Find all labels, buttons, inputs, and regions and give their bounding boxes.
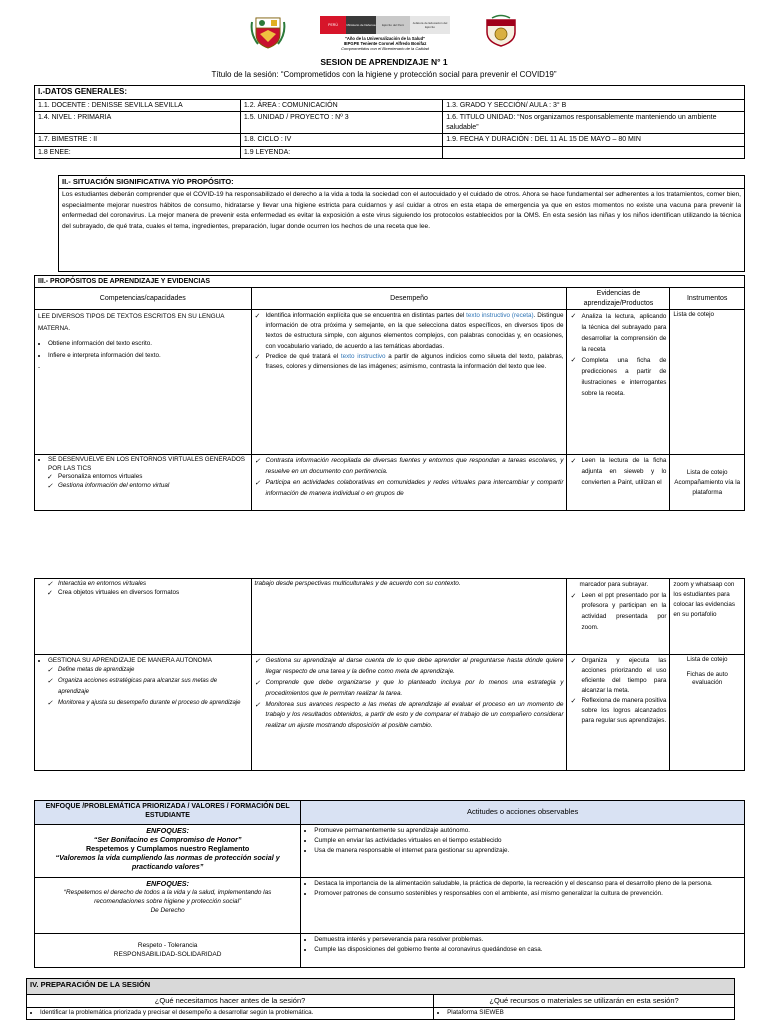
actitud-item: • Destaca la importancia de la alimentación saludable, la práctica de deporte, la recreación y el descanso para el desarrollo pleno de la persona. [314,879,741,889]
desempeno-tics [251,455,567,511]
capacidad-item: ✓ Define metas de aprendizaje [56,665,248,676]
actitud-item: • Promueve permanentemente su aprendizaje autónomo. [314,826,741,836]
texto-instructivo-link: texto instructivo (receta) [466,312,534,320]
motto-line: Comprometidos con el Bicentenario de la Calidad [341,46,429,51]
actitudes-block [301,878,745,934]
empty-cell [443,146,745,158]
propositos-table [34,275,745,511]
capacidad-item: ✓ Personaliza entornos virtuales [56,473,248,482]
situacion-table [58,175,745,272]
titulo-unidad-cell: 1.6. TITULO UNIDAD: “Nos organizamos responsablemente manteniendo un ambiente saludable” [443,112,745,134]
enfoque-block [35,825,301,878]
desempeno-item: ✓ Participa en actividades colaborativas en comunidades y redes virtuales para intercambiar y compartir información de manera individual o en grupos de [264,478,564,500]
capacidad-item: ✓ Interactúa en entornos virtuales [56,580,248,589]
propositos-section [34,275,745,511]
school-crest-logo [484,14,518,48]
evidencias-lee [567,310,670,455]
evidencia-item: ✓ Reflexiona de manera positiva sobre los logros alcanzados para regular sus aprendizajes. [579,696,666,726]
banner-jefatura: Jefatura de Educación del Ejército [410,16,450,34]
instrumento-tics-cont: zoom y whatsaap con los estudiantes para colocar las evidencias en su portafolio [670,579,745,655]
instrumento-tics: Lista de cotejo Acompañamiento vía la plataforma [670,455,745,511]
desempeno-item: ✓ Identifica información explícita que se encuentra en distintas partes del texto instructivo (receta). Distingue información de otra próxima y semejante, en la que selecciona datos específicos, en diversos tipos de textos de estructura simple, con algunos elementos complejos, con palabras conocidas y, en ocasiones, con vocabulario variado, de acuerdo a las temáticas abordadas. [264,311,564,351]
instrumento-lista: Lista de cotejo [686,656,728,663]
enfoque-line: “Ser Bonifacino es Compromiso de Honor” [93,835,242,844]
col-desempeno: Desempeño [251,288,567,310]
datos-generales-table [34,85,745,159]
actitud-item: • Usa de manera responsable el internet para gestionar su aprendizaje. [314,846,741,856]
enfoques-section [34,800,745,968]
actitud-item: • Demuestra interés y perseverancia para resolver problemas. [314,935,741,945]
capacidad-item: ✓ Gestiona información del entorno virtual [56,482,248,491]
propositos-table-cont [34,578,745,771]
enfoque-line: Respetemos y Cumplamos nuestro Reglamento [85,844,250,853]
desempeno-item: ✓ Contrasta información recopilada de diversas fuentes y entornos que respondan a tareas escolares, y resuelve en un documento con pertinencia. [264,456,564,478]
evidencia-item: ✓ Organiza y ejecuta las acciones priorizando el uso eficiente del tiempo para alcanzar la meta. [579,656,666,696]
instrumento-fichas: Fichas de auto evaluación [686,670,728,686]
capacidad-item: ✓ Crea objetos virtuales en diversos formatos [56,589,248,598]
enfoque-heading: ENFOQUES: [146,879,189,888]
fecha-cell: 1.9. FECHA Y DURACIÓN : DEL 11 AL 15 DE MAYO – 80 MIN [443,134,745,146]
datos-generales-title: I.-DATOS GENERALES: [35,86,745,100]
session-subtitle: Título de la sesión: “Comprometidos con la higiene y protección social para prevenir el COVID19” [211,70,557,79]
actitud-item: • Cumple en enviar las actividades virtuales en el tiempo establecido [314,836,741,846]
capacidad-item: • Infiere e interpreta información del texto. [48,350,248,362]
situacion-title: II.- SITUACIÓN SIGNIFICATIVA Y/O PROPÓSITO: [59,176,745,189]
desempeno-tics-cont: trabajo desde perspectivas multiculturales y de acuerdo con su contexto. [251,579,567,655]
preparacion-table [26,978,735,1020]
valores-line: Respeto - Tolerancia [137,941,198,949]
datos-generales-section [34,85,745,159]
propositos-continuation [34,578,745,771]
dash-mark: - [38,364,41,372]
col-instrumentos: Instrumentos [670,288,745,310]
enfoques-col-right: Actitudes o acciones observables [301,801,745,825]
competencia-tics-title: • SE DESENVUELVE EN LOS ENTORNOS VIRTUALES GENERADOS POR LAS TICS [48,456,248,473]
evidencia-cont: marcador para subrayar. [579,581,649,588]
school-line: IEPGPE Teniente Coronel Alfredo Bonifaz [343,41,427,46]
preparacion-title: IV. PREPARACIÓN DE LA SESIÓN [27,979,735,995]
leyenda-cell: 1.9 LEYENDA: [240,146,442,158]
enfoque-line: De Derecho [150,907,185,915]
capacidad-item: • Obtiene información del texto escrito. [48,338,248,350]
enfoque-block [35,934,301,968]
actitudes-block [301,825,745,878]
enfoques-table [34,800,745,968]
header [0,0,768,90]
ministry-banner [320,16,450,34]
desempeno-lee [251,310,567,455]
session-title: SESION DE APRENDIZAJE N° 1 [320,57,448,67]
bimestre-cell: 1.7. BIMESTRE : II [35,134,241,146]
peru-coat-of-arms-logo [250,14,286,50]
enfoque-line: “Valoremos la vida cumpliendo las normas de protección social y practicando valores” [55,853,280,871]
capacidad-item: ✓ Organiza acciones estratégicas para alcanzar sus metas de aprendizaje [56,676,248,698]
competencia-tics [35,455,252,511]
nivel-cell: 1.4. NIVEL : PRIMARIA [35,112,241,134]
banner-ministerio: Ministerio de Defensa [346,16,376,34]
valores-line: RESPONSABILIDAD-SOLIDARIDAD [113,950,222,958]
evidencia-item: ✓ Completa una ficha de predicciones a partir de ilustraciones e interrogantes sobre la receta. [579,355,666,399]
enfoque-heading: ENFOQUES: [146,826,189,835]
preparacion-col-right: ¿Qué recursos o materiales se utilizarán en esta sesión? [434,995,735,1008]
competencia-gestiona-title: • GESTIONA SU APRENDIZAJE DE MANERA AUTONOMA [48,656,248,665]
preparacion-section [26,978,735,1020]
docente-cell: 1.1. DOCENTE : DENISSE SEVILLA SEVILLA [35,99,241,111]
evidencia-item: ✓ Leen el ppt presentado por la profesora y participan en la actividad presentada por zoom. [579,591,666,634]
actitud-item: • Cumple las disposiciones del gobierno frente al coronavirus quedándose en casa. [314,945,741,955]
evidencia-item: ✓ Analiza la lectura, aplicando la técnica del subrayado para desarrollar la comprensión de la receta [579,311,666,355]
situacion-section [58,175,745,272]
desempeno-item: ✓ Comprende que debe organizarse y que lo planteado incluya por lo menos una estrategia y procedimientos que le permitan realizar la tarea. [264,678,564,700]
ciclo-cell: 1.8. CICLO : IV [240,134,442,146]
grado-cell: 1.3. GRADO Y SECCIÓN/ AULA : 3° B [443,99,745,111]
banner-ejercito: Ejército del Perú [376,16,410,34]
enfoques-col-left: ENFOQUE /PROBLEMÁTICA PRIORIZADA / VALORES / FORMACIÓN DEL ESTUDIANTE [35,801,301,825]
banner-peru: PERÚ [320,16,346,34]
desempeno-item: ✓ Gestiona su aprendizaje al darse cuenta de lo que debe aprender al preguntarse hasta dónde quiere llegar respecto de una tarea y la define como meta de aprendizaje. [264,656,564,678]
preparacion-left-item: • Identificar la problemática priorizada y precisar el desempeño a desarrollar según la problemática. [27,1008,434,1020]
actitudes-block [301,934,745,968]
capacidades-tics-cont [35,579,252,655]
situacion-text: Los estudiantes deberán comprender que el COVID-19 ha responsabilizado el derecho a la vida a toda la sociedad con el autocuidado y el cuidado de otros. Ahora se hace fundamental ser adherentes a los tratamientos, comer bien, especialmente mejorar nuestros hábitos de consumo, hidratarse y llevar una higiene estricta para cuidarnos y así cuidar a otros en esta etapa de emergencia ya que en estos momentos no existe una vacuna para prevenir la enfermedad del coronavirus. La mejor manera de prevenir esta enfermedad es evitar la exposición a este virus siguiendo los protocolos establecidos por la OMS. En esta sesión las niñas y los niños identifican utilizando la técnica del subrayado, de qué trata, cuales el tema, ingredientes, preparación, lugar donde ocurren los hechos de una receta que lee. [59,189,745,272]
unidad-cell: 1.5. UNIDAD / PROYECTO : Nº 3 [240,112,442,134]
propositos-title: III.- PROPÓSITOS DE APRENDIZAJE Y EVIDENCIAS [35,276,745,288]
desempeno-gestiona [251,655,567,771]
instrumento-gestiona [670,655,745,771]
enee-cell: 1.8 ENEE: [35,146,241,158]
area-cell: 1.2. ÁREA : COMUNICACIÓN [240,99,442,111]
evidencias-gestiona [567,655,670,771]
col-competencias: Competencias/capacidades [35,288,252,310]
evidencias-tics [567,455,670,511]
enfoque-line: “Respetemos el derecho de todos a la vida y la salud, implementando las recomendaciones sobre higiene y protección social” [63,889,272,906]
competencia-gestiona [35,655,252,771]
year-line: "Año de la Universalización de la Salud" [344,36,426,41]
texto-instructivo-link: texto instructivo [340,352,386,360]
instrumento-lee: Lista de cotejo [670,310,745,455]
actitud-item: • Promover patrones de consumo sostenibles y responsables con el ambiente, así mismo generalizar la cultura de prevención. [314,889,741,899]
evidencias-tics-cont [567,579,670,655]
preparacion-right-item: • Plataforma SIEWEB [434,1008,735,1020]
competencia-lee-title: LEE DIVERSOS TIPOS DE TEXTOS ESCRITOS EN SU LENGUA MATERNA. [38,313,225,333]
col-evidencias: Evidencias de aprendizaje/Productos [567,288,670,310]
competencia-lee [35,310,252,455]
capacidad-item: ✓ Monitorea y ajusta su desempeño durante el proceso de aprendizaje [56,698,248,709]
desempeno-item: ✓ Predice de qué tratará el texto instructivo a partir de algunos indicios como silueta del texto, palabras, frases, colores y dimensiones de las imágenes; asimismo, contrasta la información del texto que lee. [264,352,564,372]
preparacion-col-left: ¿Qué necesitamos hacer antes de la sesión? [27,995,434,1008]
enfoque-block [35,878,301,934]
desempeno-item: ✓ Monitorea sus avances respecto a las metas de aprendizaje al evaluar el proceso en un momento de trabajo y los resultados obtenidos, a partir de esto y de comparar el trabajo de un compañero considerar realizar un ajuste mostrando disposición al posible cambio. [264,700,564,733]
evidencia-item: ✓ Leen la lectura de la ficha adjunta en sieweb y lo convierten a Paint, utilizan el [579,456,666,488]
